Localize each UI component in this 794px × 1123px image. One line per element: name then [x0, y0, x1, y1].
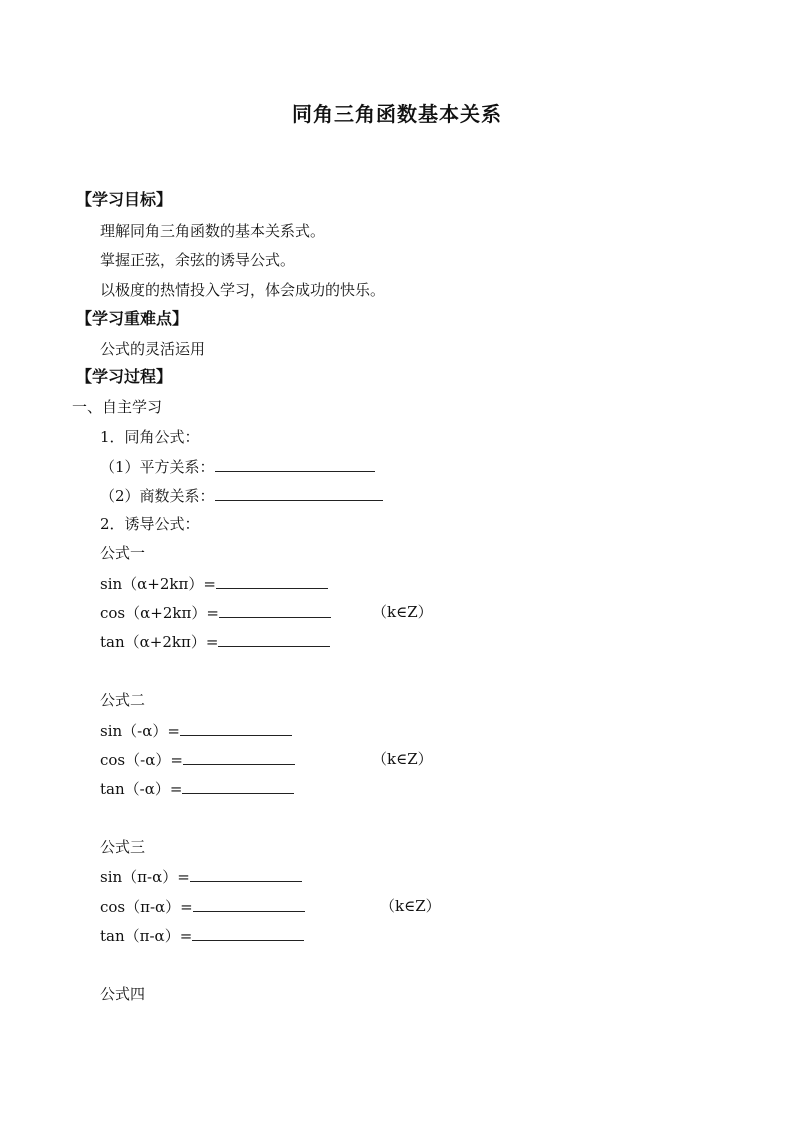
formula3-tan-blank[interactable] — [192, 925, 304, 941]
formula1-sin-line — [100, 573, 328, 594]
formula3-condition: （k∈Z） — [380, 897, 441, 915]
square-relation-line — [100, 456, 375, 477]
formula1-cos-line — [100, 602, 331, 623]
formula3-cos-blank[interactable] — [193, 896, 305, 912]
quotient-relation-blank[interactable] — [215, 485, 383, 501]
formula1-tan-line — [100, 631, 330, 652]
formula3-tan-line — [100, 925, 304, 946]
formula-label: 公式一 — [100, 544, 146, 562]
formula1-tan: tan（α+2kπ）= — [100, 633, 219, 651]
formula2-condition: （k∈Z） — [372, 750, 433, 768]
part-heading: 一、自主学习 — [72, 398, 163, 416]
formula3-cos: cos（π-α）= — [100, 898, 193, 916]
key-heading: 【学习重难点】 — [76, 309, 189, 328]
formula1-sin: sin（α+2kπ）= — [100, 575, 216, 593]
formula2-tan: tan（-α）= — [100, 780, 183, 798]
goal-item: 理解同角三角函数的基本关系式。 — [100, 222, 326, 240]
formula1-tan-blank[interactable] — [218, 631, 330, 647]
formula2-sin: sin（-α）= — [100, 722, 180, 740]
process-heading: 【学习过程】 — [76, 367, 173, 386]
formula1-cos: cos（α+2kπ）= — [100, 604, 219, 622]
item-heading: 1．同角公式： — [100, 428, 200, 446]
quotient-relation-line — [100, 485, 383, 506]
formula2-sin-line — [100, 720, 292, 741]
formula3-sin-blank[interactable] — [190, 866, 302, 882]
formula1-sin-blank[interactable] — [216, 573, 328, 589]
formula1-cos-blank[interactable] — [219, 602, 331, 618]
formula1-condition: （k∈Z） — [372, 603, 433, 621]
formula2-sin-blank[interactable] — [180, 720, 292, 736]
key-text: 公式的灵活运用 — [100, 340, 206, 358]
page-title: 同角三角函数基本关系 — [292, 102, 502, 126]
square-relation-label: （1）平方关系： — [100, 458, 215, 476]
goal-item: 以极度的热情投入学习，体会成功的快乐。 — [100, 281, 386, 299]
formula-label: 公式四 — [100, 985, 146, 1003]
item-heading: 2．诱导公式： — [100, 515, 200, 533]
formula-label: 公式三 — [100, 838, 146, 856]
formula3-sin-line — [100, 866, 302, 887]
formula2-cos-line — [100, 749, 295, 770]
formula2-cos: cos（-α）= — [100, 751, 183, 769]
formula2-tan-blank[interactable] — [182, 778, 294, 794]
square-relation-blank[interactable] — [215, 456, 375, 472]
goal-item: 掌握正弦，余弦的诱导公式。 — [100, 251, 296, 269]
formula2-cos-blank[interactable] — [183, 749, 295, 765]
formula-label: 公式二 — [100, 691, 146, 709]
goals-heading: 【学习目标】 — [76, 190, 173, 209]
formula3-tan: tan（π-α）= — [100, 927, 193, 945]
formula3-cos-line — [100, 896, 305, 917]
formula2-tan-line — [100, 778, 294, 799]
quotient-relation-label: （2）商数关系： — [100, 487, 215, 505]
formula3-sin: sin（π-α）= — [100, 868, 190, 886]
